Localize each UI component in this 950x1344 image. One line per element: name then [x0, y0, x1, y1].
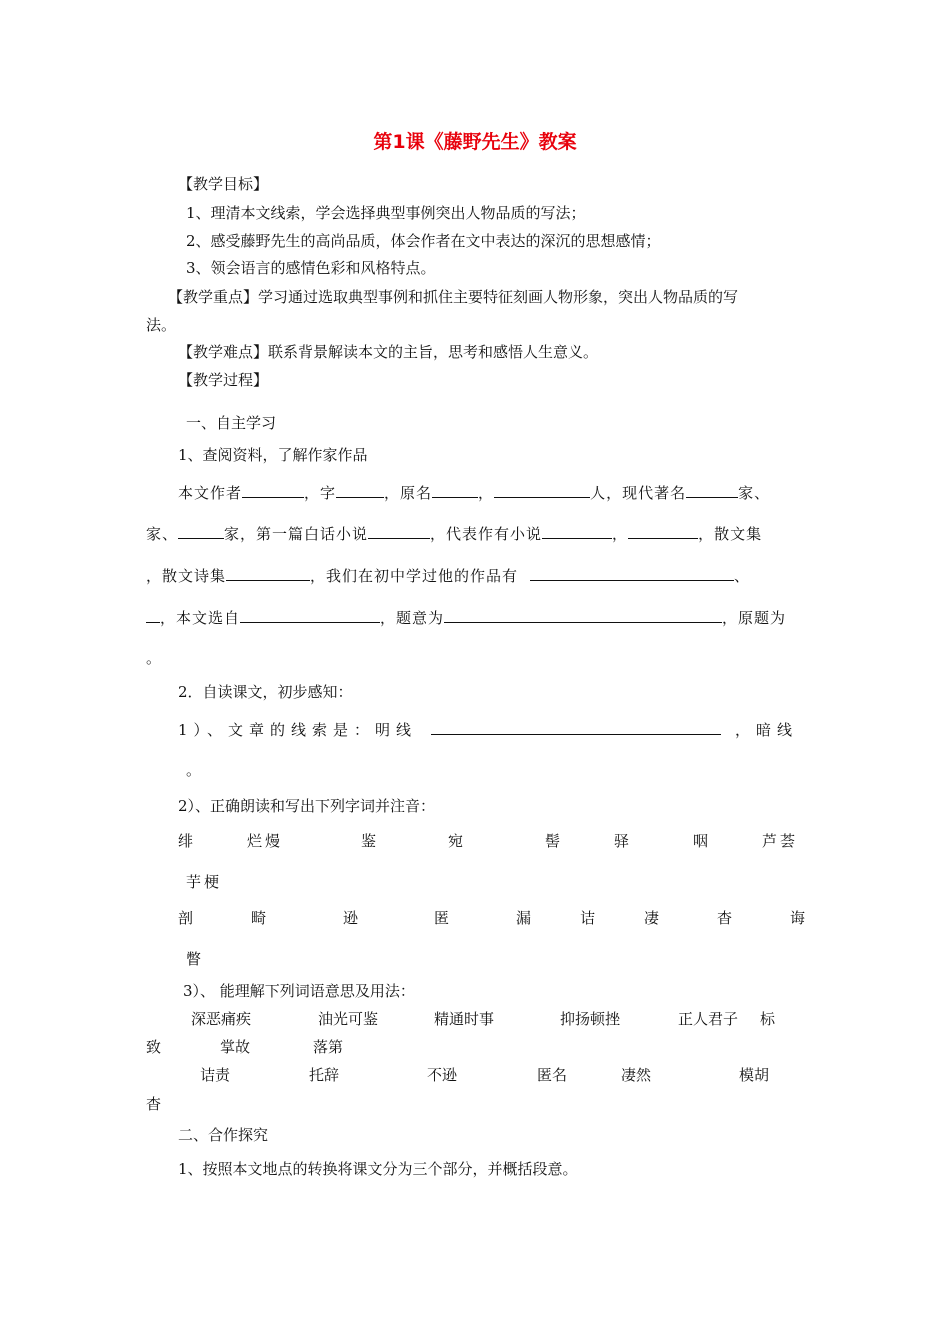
fill-text: ，代表作有小说 [430, 525, 543, 543]
word-item: 瞥 [186, 950, 202, 968]
section2-q1: 1、按照本文地点的转换将课文分为三个部分，并概括段意。 [178, 1160, 578, 1178]
phrase-item: 标 [760, 1010, 776, 1028]
fill-line-2 [146, 522, 762, 544]
blank-profession-2[interactable] [178, 522, 224, 539]
clue-line-end: 。 [186, 761, 202, 779]
phrase-item: 掌故 [220, 1038, 251, 1056]
fill-text: 人，现代著名 [590, 484, 687, 502]
objectives-heading: 【教学目标】 [178, 175, 269, 193]
objective-item-3: 3、领会语言的感情色彩和风格特点。 [186, 259, 436, 277]
fill-text: ，散文集 [698, 525, 763, 543]
phrase-item: 杳 [146, 1095, 162, 1113]
clue-label: 1）、文章的线索是：明线 [178, 721, 418, 739]
word-item: 绯 [178, 832, 194, 850]
objective-item-2: 2、感受藤野先生的高尚品质，体会作者在文中表达的深沉的思想感情； [186, 232, 661, 250]
word-item: 髻 [545, 832, 561, 850]
word-item: 诘 [580, 909, 596, 927]
word-item: 漏 [516, 909, 532, 927]
fill-text: 家、 [146, 525, 179, 543]
phrase-item: 凄然 [621, 1066, 652, 1084]
word-item: 咽 [693, 832, 709, 850]
objective-item-1: 1、理清本文线索，学会选择典型事例突出人物品质的写法； [186, 204, 586, 222]
phrase-item: 模胡 [739, 1066, 770, 1084]
blank-explicit-clue[interactable] [431, 718, 721, 735]
fill-text: ，本文选自 [160, 609, 241, 627]
key-point-line1: 【教学重点】学习通过选取典型事例和抓住主要特征刻画人物形象，突出人物品质的写 [168, 288, 739, 306]
phrase-item: 落第 [313, 1038, 344, 1056]
phrase-item: 精通时事 [434, 1010, 495, 1028]
blank-works-studied-2[interactable] [146, 606, 160, 623]
phrase-item: 诘责 [200, 1066, 231, 1084]
blank-source[interactable] [240, 606, 380, 623]
word-item: 芋梗 [186, 873, 223, 891]
blank-prose-poetry[interactable] [226, 564, 310, 581]
word-item: 杳 [717, 909, 733, 927]
fill-line-5: 。 [146, 649, 162, 667]
clue-line [178, 718, 798, 740]
word-item: 烂熳 [247, 832, 284, 850]
word-item: 鉴 [361, 832, 377, 850]
process-heading: 【教学过程】 [178, 371, 269, 389]
fill-text: ，原题为 [722, 609, 787, 627]
blank-profession[interactable] [686, 481, 738, 498]
fill-text: ，题意为 [380, 609, 445, 627]
section1-q2-3: 3）、 能理解下列词语意思及用法： [183, 982, 415, 1000]
blank-first-novel[interactable] [368, 522, 430, 539]
difficulty: 【教学难点】联系背景解读本文的主旨，思考和感悟人生意义。 [178, 343, 599, 361]
phrase-item: 致 [146, 1038, 162, 1056]
section1-heading: 一、自主学习 [186, 414, 277, 432]
fill-line-4 [146, 606, 786, 628]
blank-courtesy-name[interactable] [336, 481, 384, 498]
clue-dark-label: ，暗线 [735, 721, 799, 739]
blank-works-studied[interactable] [530, 564, 734, 581]
word-item: 逊 [343, 909, 359, 927]
word-item: 畸 [251, 909, 267, 927]
key-point-line2: 法。 [146, 316, 177, 334]
phrase-item: 正人君子 [678, 1010, 739, 1028]
page-title: 第1课《藤野先生》教案 [373, 131, 577, 153]
fill-text: 家、 [738, 484, 771, 502]
fill-text: ， [478, 484, 495, 502]
fill-text: ， [612, 525, 629, 543]
word-item: 剖 [178, 909, 194, 927]
phrase-item: 托辞 [309, 1066, 340, 1084]
blank-meaning[interactable] [444, 606, 722, 623]
blank-hometown[interactable] [494, 481, 590, 498]
word-item: 匿 [434, 909, 450, 927]
word-item: 芦荟 [762, 832, 799, 850]
section2-heading: 二、合作探究 [178, 1126, 269, 1144]
phrase-item: 不逊 [427, 1066, 458, 1084]
section1-q2: 2．自读课文，初步感知： [178, 683, 353, 701]
fill-line-1 [178, 481, 770, 503]
fill-text: ，原名 [384, 484, 433, 502]
phrase-item: 油光可鉴 [318, 1010, 379, 1028]
phrase-item: 深恶痛疾 [191, 1010, 252, 1028]
phrase-item: 抑扬顿挫 [560, 1010, 621, 1028]
blank-novel-1[interactable] [542, 522, 612, 539]
word-item: 凄 [644, 909, 660, 927]
section1-q2-2: 2）、正确朗读和写出下列字词并注音： [178, 797, 436, 815]
blank-novel-2[interactable] [628, 522, 698, 539]
fill-text: ，字 [304, 484, 337, 502]
fill-text: 家，第一篇白话小说 [224, 525, 369, 543]
section1-q1: 1、查阅资料，了解作家作品 [178, 446, 368, 464]
fill-text: 、 [734, 567, 751, 585]
fill-text: ，我们在初中学过他的作品有 [310, 567, 519, 585]
fill-text: 本文作者 [178, 484, 243, 502]
word-item: 驿 [614, 832, 630, 850]
blank-original-name[interactable] [432, 481, 478, 498]
fill-text: ，散文诗集 [146, 567, 227, 585]
phrase-item: 匿名 [537, 1066, 568, 1084]
word-item: 宛 [448, 832, 464, 850]
word-item: 诲 [790, 909, 806, 927]
blank-author[interactable] [242, 481, 304, 498]
fill-line-3 [146, 564, 750, 586]
